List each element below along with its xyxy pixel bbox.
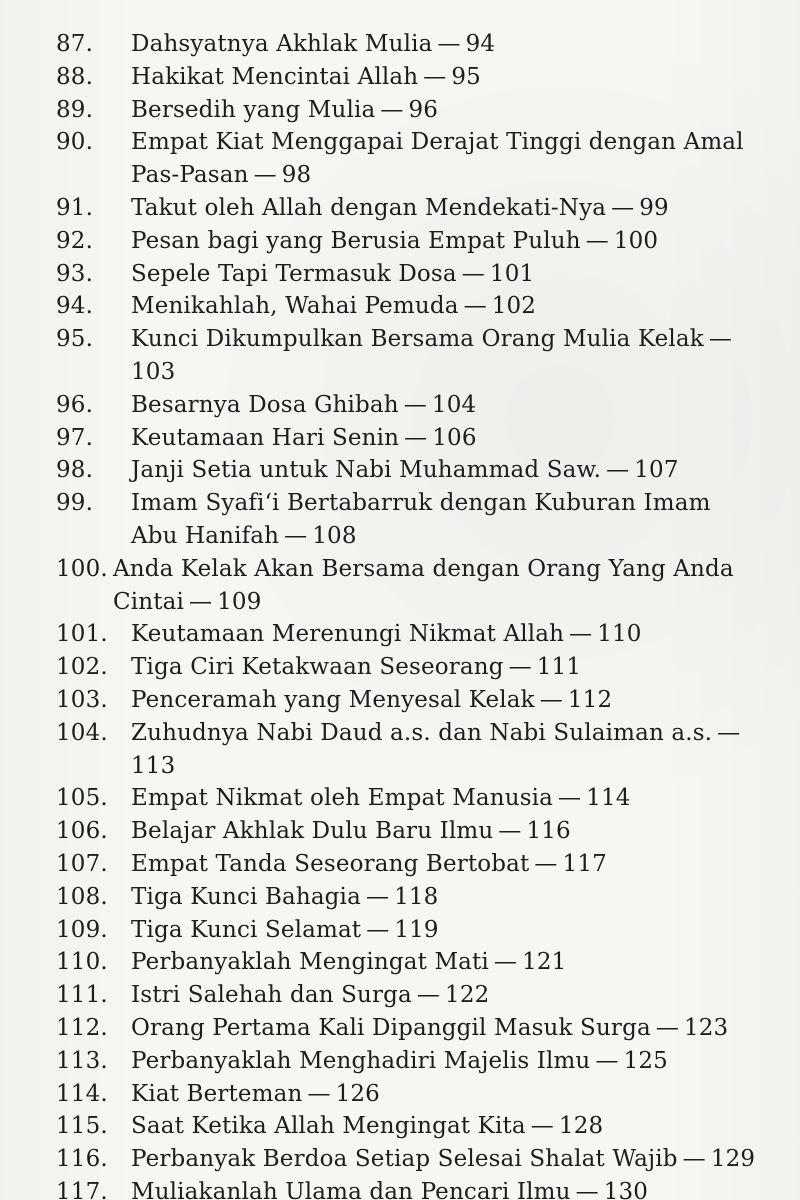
toc-entry-title: Empat Nikmat oleh Empat Manusia xyxy=(131,785,554,812)
toc-entry-number: 89. xyxy=(56,96,94,123)
toc-entry-content xyxy=(131,618,762,651)
toc-entry-106 xyxy=(56,815,762,848)
toc-entry-title: Dahsyatnya Akhlak Mulia xyxy=(131,31,433,57)
toc-entry-108 xyxy=(56,881,762,914)
toc-entry-101 xyxy=(56,618,762,651)
toc-entry-content xyxy=(131,651,762,684)
toc-entry-dash: — xyxy=(539,686,563,713)
toc-entry-100 xyxy=(56,553,762,619)
toc-entry-page: 106 xyxy=(432,424,477,451)
toc-entry-dash: — xyxy=(307,1080,331,1107)
toc-entry-dash: — xyxy=(585,227,609,254)
toc-entry-105 xyxy=(56,782,762,815)
toc-entry-page: 122 xyxy=(445,982,490,1009)
toc-entry-103 xyxy=(56,684,762,717)
toc-entry-page: 98 xyxy=(281,162,312,189)
toc-entry-95 xyxy=(56,323,762,389)
toc-entry-99 xyxy=(56,487,762,553)
toc-entry-title: Perbanyaklah Mengingat Mati xyxy=(131,949,489,976)
toc-entry-number: 96. xyxy=(56,391,94,418)
toc-entry-content xyxy=(131,94,762,127)
toc-entry-title: Empat Kiat Menggapai Derajat Tinggi dengan Amal Pas-Pasan xyxy=(131,129,744,189)
toc-entry-page: 109 xyxy=(217,588,262,615)
toc-entry-content xyxy=(131,487,762,553)
toc-entry-dash: — xyxy=(655,1014,679,1041)
toc-entry-dash: — xyxy=(498,818,522,845)
toc-entry-page: 130 xyxy=(603,1178,649,1200)
toc-entry-page: 128 xyxy=(558,1113,604,1140)
toc-entry-content xyxy=(131,881,762,914)
toc-entry-content xyxy=(131,946,762,979)
toc-entry-content xyxy=(131,914,762,947)
toc-entry-page: 108 xyxy=(312,522,357,549)
toc-entry-dash: — xyxy=(253,162,277,189)
toc-entry-content xyxy=(131,1045,762,1078)
toc-entry-page: 129 xyxy=(710,1146,756,1173)
toc-entry-page: 110 xyxy=(597,621,642,648)
toc-entry-title: Orang Pertama Kali Dipanggil Masuk Surga xyxy=(131,1014,651,1041)
toc-entry-content xyxy=(131,290,762,323)
toc-entry-92 xyxy=(56,225,762,258)
toc-entry-title: Tiga Kunci Selamat xyxy=(131,916,362,943)
toc-entry-title: Belajar Akhlak Dulu Baru Ilmu xyxy=(131,818,494,845)
toc-entry-page: 119 xyxy=(394,916,439,943)
toc-entry-title: Sepele Tapi Termasuk Dosa xyxy=(131,260,457,287)
toc-entry-page: 121 xyxy=(522,949,567,976)
toc-entry-title: Keutamaan Merenungi Nikmat Allah xyxy=(131,621,565,648)
toc-entry-content xyxy=(131,1176,762,1200)
toc-entry-number: 99. xyxy=(56,490,94,517)
toc-entry-title: Keutamaan Hari Senin xyxy=(131,424,400,451)
toc-entry-page: 114 xyxy=(586,785,631,812)
toc-entry-content xyxy=(131,258,762,291)
toc-entry-dash: — xyxy=(708,326,733,353)
toc-entry-content xyxy=(131,1078,762,1111)
toc-entry-number: 100. xyxy=(56,555,108,582)
toc-entry-page: 99 xyxy=(639,194,669,221)
toc-entry-97 xyxy=(56,422,762,455)
toc-entry-title: Perbanyak Berdoa Setiap Selesai Shalat Wajib xyxy=(131,1146,678,1173)
toc-entry-page: 102 xyxy=(491,293,537,320)
toc-entry-content xyxy=(131,323,762,389)
toc-entry-89 xyxy=(56,94,762,127)
toc-entry-number: 98. xyxy=(56,457,94,484)
toc-entry-110 xyxy=(56,946,762,979)
toc-entry-dash: — xyxy=(366,916,390,943)
toc-entry-content xyxy=(131,1110,762,1143)
toc-entry-content xyxy=(131,684,762,717)
toc-entry-number: 91. xyxy=(56,194,94,221)
toc-entry-number: 113. xyxy=(56,1047,108,1074)
toc-entry-number: 109. xyxy=(56,916,108,943)
toc-entry-title: Penceramah yang Menyesal Kelak xyxy=(131,686,535,713)
toc-entry-title: Empat Tanda Seseorang Bertobat xyxy=(131,850,530,877)
toc-entry-dash: — xyxy=(534,850,558,877)
toc-entry-content xyxy=(131,717,762,783)
toc-entry-page: 94 xyxy=(465,31,496,57)
toc-entry-content xyxy=(131,422,762,455)
toc-entry-number: 111. xyxy=(56,982,108,1009)
toc-entry-dash: — xyxy=(717,719,741,746)
toc-entry-title: Saat Ketika Allah Mengingat Kita xyxy=(131,1113,526,1140)
toc-entry-dash: — xyxy=(188,588,213,615)
toc-entry-page: 125 xyxy=(623,1047,668,1074)
toc-entry-dash: — xyxy=(558,785,582,812)
toc-entry-page: 113 xyxy=(131,752,176,779)
toc-entry-title: Kiat Berteman xyxy=(131,1080,303,1107)
toc-entry-content xyxy=(131,192,762,225)
toc-entry-page: 104 xyxy=(431,391,477,418)
toc-entry-title: Janji Setia untuk Nabi Muhammad Saw. xyxy=(131,457,602,484)
toc-entry-content xyxy=(131,979,762,1012)
toc-entry-109 xyxy=(56,914,762,947)
toc-entry-title: Kunci Dikumpulkan Bersama Orang Mulia Kelak xyxy=(131,326,704,353)
toc-entry-number: 90. xyxy=(56,129,94,156)
toc-entry-dash: — xyxy=(423,63,447,90)
toc-entry-dash: — xyxy=(416,982,441,1009)
toc-entry-number: 108. xyxy=(56,883,108,910)
toc-entry-96 xyxy=(56,389,762,422)
toc-entry-dash: — xyxy=(682,1146,706,1173)
toc-entry-88 xyxy=(56,61,762,94)
toc-entry-112 xyxy=(56,1012,762,1045)
toc-entry-number: 107. xyxy=(56,850,108,877)
toc-entry-page: 96 xyxy=(408,96,439,123)
toc-entry-115 xyxy=(56,1110,762,1143)
toc-entry-113 xyxy=(56,1045,762,1078)
toc-entry-title: Hakikat Mencintai Allah xyxy=(131,63,419,90)
toc-entry-content xyxy=(113,553,762,619)
toc-entry-page: 126 xyxy=(335,1080,380,1107)
toc-entry-page: 101 xyxy=(489,260,535,287)
toc-entry-dash: — xyxy=(530,1113,554,1140)
toc-entry-number: 95. xyxy=(56,326,94,353)
toc-entry-number: 97. xyxy=(56,424,94,451)
toc-entry-102 xyxy=(56,651,762,684)
toc-entry-title: Imam Syafi‘i Bertabarruk dengan Kuburan Imam Abu Hanifah xyxy=(131,490,711,549)
toc-entry-title: Perbanyaklah Menghadiri Majelis Ilmu xyxy=(131,1047,591,1074)
toc-entry-content xyxy=(131,454,762,487)
toc-entry-title: Pesan bagi yang Berusia Empat Puluh xyxy=(131,227,581,254)
toc-entry-page: 123 xyxy=(683,1014,729,1041)
toc-entry-content xyxy=(131,782,762,815)
toc-entry-dash: — xyxy=(508,654,532,681)
toc-entry-93 xyxy=(56,258,762,291)
toc-entry-dash: — xyxy=(575,1178,599,1200)
toc-entry-number: 115. xyxy=(56,1113,108,1140)
toc-entry-number: 88. xyxy=(56,63,94,90)
toc-entry-content xyxy=(131,126,762,192)
toc-entry-dash: — xyxy=(404,424,428,451)
toc-entry-dash: — xyxy=(380,96,404,123)
toc-entry-91 xyxy=(56,192,762,225)
toc-entry-number: 94. xyxy=(56,293,94,320)
toc-entry-page: 95 xyxy=(451,63,481,90)
toc-entry-104 xyxy=(56,717,762,783)
toc-entry-title: Anda Kelak Akan Bersama dengan Orang Yang Anda Cintai xyxy=(113,555,734,615)
toc-entry-page: 103 xyxy=(131,358,176,385)
toc-entry-content xyxy=(131,1012,762,1045)
toc-entry-87 xyxy=(56,28,762,61)
toc-entry-title: Bersedih yang Mulia xyxy=(131,96,376,123)
toc-entry-number: 116. xyxy=(56,1146,108,1173)
toc-entry-page: 100 xyxy=(613,227,659,254)
toc-entry-page: 111 xyxy=(536,654,582,681)
toc-entry-number: 102. xyxy=(56,654,108,681)
toc-entry-number: 105. xyxy=(56,785,108,812)
toc-entry-content xyxy=(131,28,762,61)
toc-entry-dash: — xyxy=(365,883,390,910)
toc-entry-number: 101. xyxy=(56,621,108,648)
toc-entry-dash: — xyxy=(403,391,427,418)
toc-entry-107 xyxy=(56,848,762,881)
toc-entry-90 xyxy=(56,126,762,192)
toc-entry-114 xyxy=(56,1078,762,1111)
toc-entry-number: 110. xyxy=(56,949,108,976)
toc-entry-number: 112. xyxy=(56,1014,108,1041)
toc-entry-title: Zuhudnya Nabi Daud a.s. dan Nabi Sulaiman a.s. xyxy=(131,719,713,746)
toc-entry-title: Istri Salehah dan Surga xyxy=(131,982,412,1009)
toc-entry-dash: — xyxy=(569,621,593,648)
toc-entry-dash: — xyxy=(493,949,518,976)
toc-entry-number: 92. xyxy=(56,227,94,254)
toc-entry-number: 106. xyxy=(56,818,108,845)
toc-entry-content xyxy=(131,61,762,94)
toc-entry-title: Muliakanlah Ulama dan Pencari Ilmu xyxy=(131,1178,571,1200)
toc-entry-content xyxy=(131,815,762,848)
toc-entry-dash: — xyxy=(606,457,630,484)
toc-entry-page: 117 xyxy=(562,850,607,877)
toc-entry-number: 103. xyxy=(56,686,108,713)
toc-entry-dash: — xyxy=(463,293,487,320)
toc-entry-number: 93. xyxy=(56,260,94,287)
toc-entry-dash: — xyxy=(284,522,308,549)
toc-entry-content xyxy=(131,1143,762,1176)
toc-entry-title: Tiga Ciri Ketakwaan Seseorang xyxy=(131,654,504,681)
toc-entry-dash: — xyxy=(437,31,461,57)
toc-entry-94 xyxy=(56,290,762,323)
toc-entry-content xyxy=(131,389,762,422)
toc-entry-dash: — xyxy=(595,1047,619,1074)
toc-entry-dash: — xyxy=(461,260,485,287)
toc-entry-number: 117. xyxy=(56,1178,108,1200)
toc-entry-116 xyxy=(56,1143,762,1176)
toc-entry-title: Besarnya Dosa Ghibah xyxy=(131,391,399,418)
toc-entry-page: 112 xyxy=(567,686,613,713)
toc-entry-number: 87. xyxy=(56,31,94,57)
toc-entry-dash: — xyxy=(611,194,635,221)
toc-entry-page: 116 xyxy=(526,818,571,845)
toc-entry-111 xyxy=(56,979,762,1012)
toc-entry-98 xyxy=(56,454,762,487)
toc-entry-title: Takut oleh Allah dengan Mendekati-Nya xyxy=(131,194,607,221)
toc-entry-title: Menikahlah, Wahai Pemuda xyxy=(131,293,459,320)
toc-entry-title: Tiga Kunci Bahagia xyxy=(131,883,361,910)
toc-entry-page: 118 xyxy=(394,883,439,910)
toc-entry-content xyxy=(131,848,762,881)
toc-entry-number: 114. xyxy=(56,1080,108,1107)
toc-entry-number: 104. xyxy=(56,719,108,746)
toc-entry-content xyxy=(131,225,762,258)
toc-entry-page: 107 xyxy=(634,457,679,484)
table-of-contents xyxy=(56,28,762,1200)
toc-entry-117 xyxy=(56,1176,762,1200)
